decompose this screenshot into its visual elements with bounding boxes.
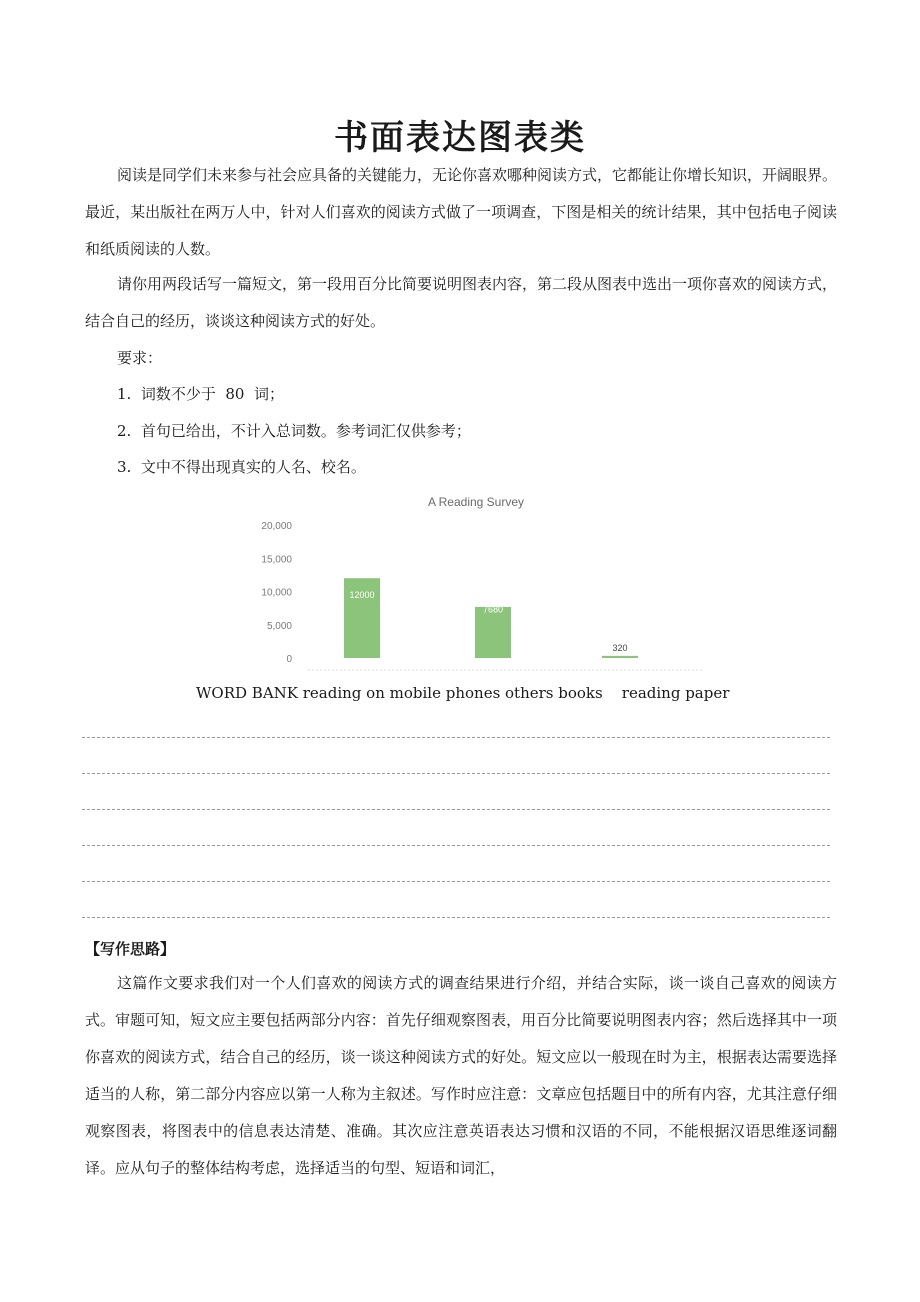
requirement-item: 2. 首句已给出，不计入总词数。参考词汇仅供参考；	[117, 422, 471, 440]
analysis-paragraph: 这篇作文要求我们对一个人们喜欢的阅读方式的调查结果进行介绍，并结合实际，谈一谈自己喜欢的阅读方式。审题可知，短文应主要包括两部分内容：首先仔细观察图表，用百分比简要说明图表内容；然后选择其中一项你喜欢的阅读方式，结合自己的经历，谈一谈这种阅读方式的好处。短文应以一般现在时为主，根据表达需要选择适当的人称，第二部分内容应以第一人称为主叙述。写作时应注意：文章应包括题目中的所有内容，尤其注意仔细观察图表，将图表中的信息表达清楚、准确。其次应注意英语表达习惯和汉语的不同，不能根据汉语思维逐词翻译。应从句子的整体结构考虑，选择适当的句型、短语和词汇，	[85, 974, 837, 1177]
requirements-label: 要求：	[117, 349, 163, 367]
writing-line	[82, 881, 830, 882]
intro-paragraph: 阅读是同学们未来参与社会应具备的关键能力，无论你喜欢哪种阅读方式，它都能让你增长知识，开阔眼界。最近，某出版社在两万人中，针对人们喜欢的阅读方式做了一项调查，下图是相关的统计结果，其中包括电子阅读和纸质阅读的人数。	[85, 166, 838, 258]
writing-line	[82, 773, 830, 774]
writing-line	[82, 809, 830, 810]
writing-line	[82, 845, 830, 846]
writing-line	[82, 737, 830, 738]
chart-svg	[248, 488, 708, 674]
chart-bars	[344, 578, 638, 658]
bar-data-label: 320	[612, 642, 628, 653]
y-tick-label: 0	[286, 654, 292, 665]
y-tick-label: 5,000	[266, 620, 292, 632]
bar-data-label: 7680	[482, 604, 504, 615]
word-bank: WORD BANK reading on mobile phones others books reading paper	[196, 684, 730, 702]
chart-title: A Reading Survey	[427, 495, 525, 509]
bar-data-label: 12000	[349, 590, 375, 601]
requirement-item: 1. 词数不少于 80 词；	[117, 385, 285, 403]
page-title: 书面表达图表类	[334, 118, 586, 158]
analysis-heading: 【写作思路】	[85, 940, 176, 958]
task-paragraph: 请你用两段话写一篇短文，第一段用百分比简要说明图表内容，第二段从图表中选出一项你喜欢的阅读方式，结合自己的经历，谈谈这种阅读方式的好处。	[85, 275, 838, 330]
y-tick-label: 20,000	[261, 521, 292, 532]
y-tick-label: 15,000	[261, 554, 292, 566]
chart-bar	[602, 656, 638, 658]
requirement-item: 3. 文中不得出现真实的人名、校名。	[117, 458, 366, 476]
reading-survey-chart	[248, 488, 708, 674]
chart-bar	[475, 607, 511, 658]
y-tick-label: 10,000	[261, 587, 292, 599]
writing-line	[82, 917, 830, 918]
